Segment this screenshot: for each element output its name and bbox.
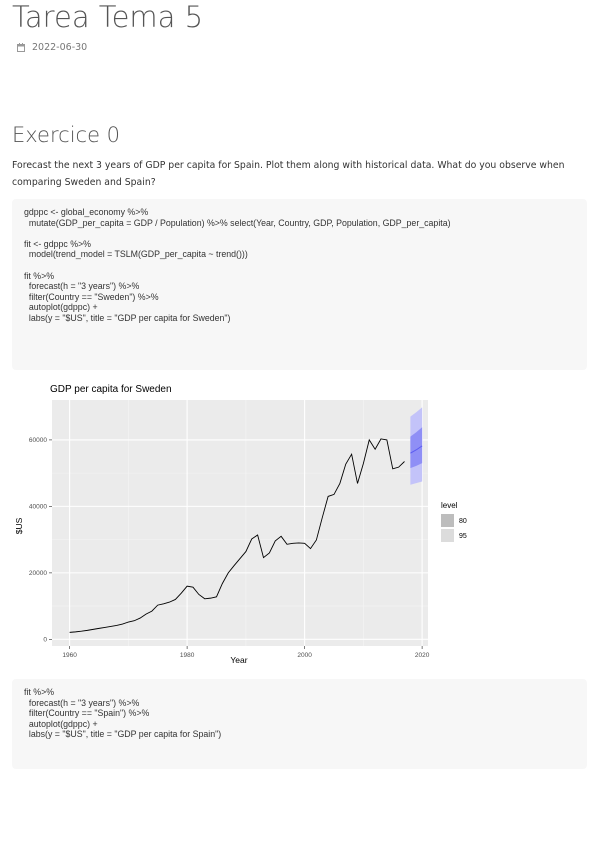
code-line	[24, 228, 587, 239]
code-line: fit %>%	[24, 270, 55, 281]
y-tick-label: 40000	[28, 503, 47, 511]
post-date	[17, 42, 87, 53]
date-text: 2022-06-30	[32, 42, 88, 53]
plot-panel	[52, 400, 428, 646]
code-line: autoplot(gdppc) +	[24, 718, 98, 729]
legend-key	[441, 529, 454, 542]
code-line: labs(y = "$US", title = "GDP per capita for Spain")	[24, 729, 222, 740]
code-block-spain	[12, 679, 587, 769]
code-line: mutate(GDP_per_capita = GDP / Population) %>% select(Year, Country, GDP, Population, GDP_per_capita)	[24, 217, 451, 228]
y-tick-label: 60000	[28, 437, 47, 445]
code-line: autoplot(gdppc) +	[24, 302, 98, 313]
code-line: labs(y = "$US", title = "GDP per capita for Sweden")	[24, 312, 231, 323]
code-block-sweden	[12, 199, 587, 370]
x-tick-label: 2000	[297, 652, 312, 659]
page-title: Tarea Tema 5	[12, 0, 204, 34]
code-line: filter(Country == "Spain") %>%	[24, 708, 150, 719]
code-line: filter(Country == "Sweden") %>%	[24, 291, 159, 302]
legend-label: 95	[459, 533, 467, 540]
code-line: forecast(h = "3 years") %>%	[24, 697, 140, 708]
section-title: Exercice 0	[12, 123, 121, 147]
code-line: gdppc <- global_economy %>%	[24, 207, 149, 217]
y-tick-label: 20000	[28, 570, 47, 578]
exercise-description: Forecast the next 3 years of GDP per capita for Spain. Plot them along with historical data. What do you observe when comparing Sweden and Spain?	[12, 160, 565, 188]
x-tick-label: 2020	[414, 652, 430, 659]
y-tick-label: 0	[43, 636, 47, 644]
x-axis-label: Year	[230, 655, 248, 665]
x-tick-label: 1980	[179, 652, 195, 659]
code-line: fit %>%	[24, 687, 55, 697]
calendar-icon	[17, 43, 25, 52]
legend-key	[441, 514, 454, 527]
legend-title: level	[441, 501, 458, 510]
y-axis-label: $US	[14, 517, 24, 535]
gdp-sweden-chart	[12, 378, 482, 668]
legend-label: 80	[459, 518, 467, 525]
code-line: forecast(h = "3 years") %>%	[24, 281, 140, 292]
code-line: fit <- gdppc %>%	[24, 238, 91, 249]
chart-title: GDP per capita for Sweden	[50, 384, 172, 395]
code-line	[24, 260, 587, 271]
code-line: model(trend_model = TSLM(GDP_per_capita ~ trend()))	[24, 249, 248, 260]
x-tick-label: 1960	[62, 652, 77, 659]
